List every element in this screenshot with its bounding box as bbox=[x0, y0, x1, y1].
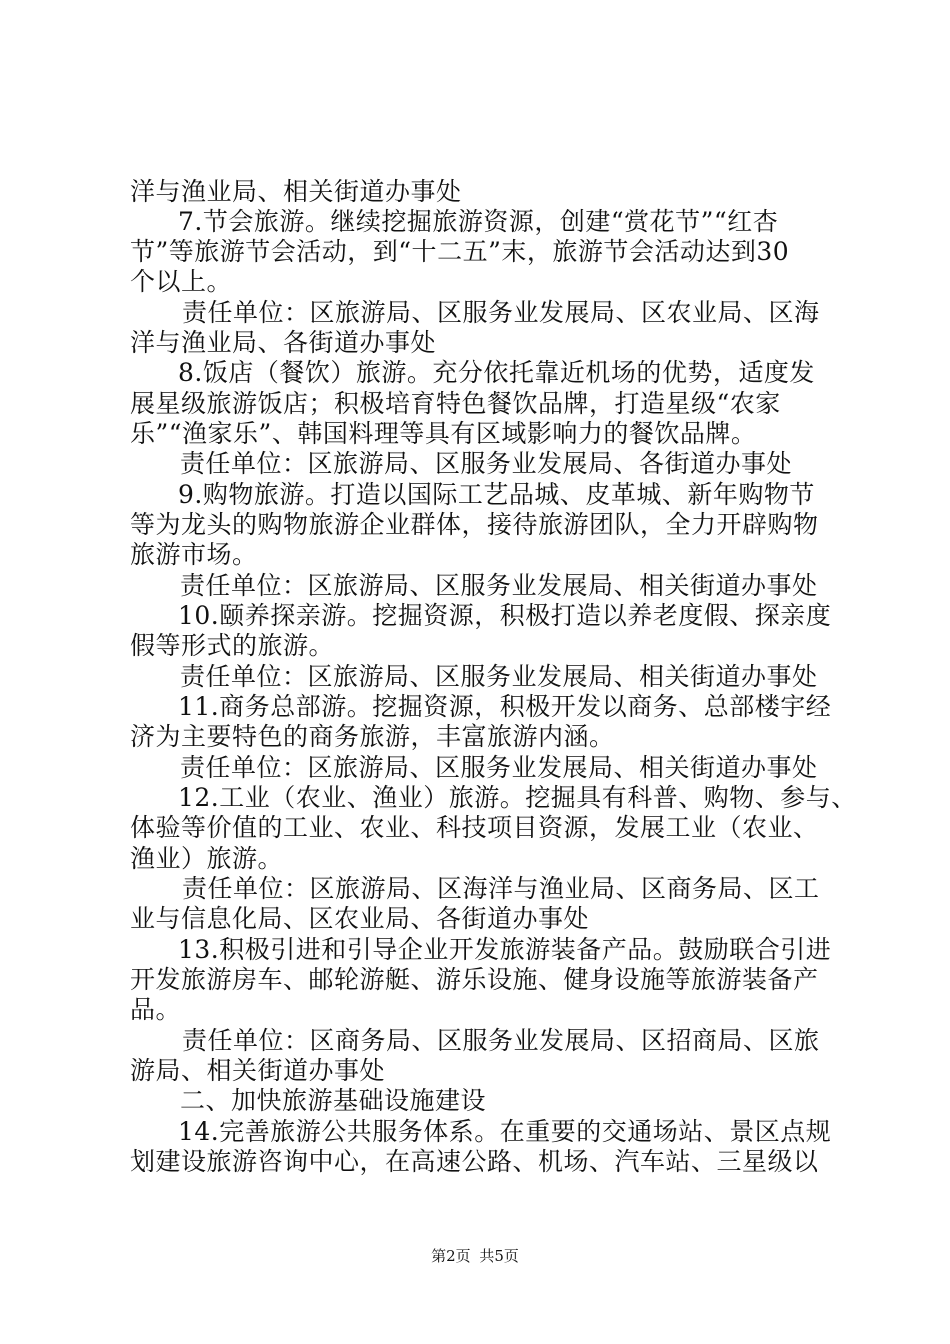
section-heading: 二、加快旅游基础设施建设 bbox=[180, 1086, 487, 1115]
text-line: 乐”“渔家乐”、韩国料理等具有区域影响力的餐饮品牌。 bbox=[130, 419, 757, 448]
text-line: 责任单位：区旅游局、区海洋与渔业局、区商务局、区工 bbox=[182, 874, 820, 903]
text-line: 责任单位：区旅游局、区服务业发展局、相关街道办事处 bbox=[180, 571, 818, 600]
text-line: 渔业）旅游。 bbox=[130, 844, 284, 873]
text-line: 节”等旅游节会活动，到“十二五”末，旅游节会活动达到30 bbox=[130, 237, 790, 266]
text-line: 12.工业（农业、渔业）旅游。挖掘具有科普、购物、参与、 bbox=[178, 783, 857, 812]
text-line: 责任单位：区旅游局、区服务业发展局、相关街道办事处 bbox=[180, 662, 818, 691]
text-line: 责任单位：区商务局、区服务业发展局、区招商局、区旅 bbox=[182, 1026, 820, 1055]
text-line: 游局、相关街道办事处 bbox=[130, 1056, 386, 1085]
text-line: 品。 bbox=[130, 995, 182, 1024]
text-line: 假等形式的旅游。 bbox=[130, 631, 335, 660]
text-line: 体验等价值的工业、农业、科技项目资源，发展工业（农业、 bbox=[130, 813, 819, 842]
text-line: 等为龙头的购物旅游企业群体，接待旅游团队，全力开辟购物 bbox=[130, 510, 819, 539]
text-line: 洋与渔业局、各街道办事处 bbox=[130, 328, 437, 357]
text-line: 展星级旅游饭店；积极培育特色餐饮品牌，打造星级“农家 bbox=[130, 389, 781, 418]
text-line: 开发旅游房车、邮轮游艇、游乐设施、健身设施等旅游装备产 bbox=[130, 965, 819, 994]
page-total: 共5页 bbox=[479, 1247, 519, 1265]
text-line: 济为主要特色的商务旅游，丰富旅游内涵。 bbox=[130, 722, 615, 751]
text-line: 14.完善旅游公共服务体系。在重要的交通场站、景区点规 bbox=[178, 1117, 832, 1146]
text-line: 责任单位：区旅游局、区服务业发展局、相关街道办事处 bbox=[180, 753, 818, 782]
page-footer bbox=[0, 1246, 950, 1266]
text-line: 业与信息化局、区农业局、各街道办事处 bbox=[130, 904, 590, 933]
page-number: 第2页 bbox=[431, 1247, 471, 1265]
text-line: 划建设旅游咨询中心，在高速公路、机场、汽车站、三星级以 bbox=[130, 1147, 819, 1176]
text-line: 8.饭店（餐饮）旅游。充分依托靠近机场的优势，适度发 bbox=[178, 358, 815, 387]
text-line: 11.商务总部游。挖掘资源，积极开发以商务、总部楼宇经 bbox=[178, 692, 832, 721]
text-line: 9.购物旅游。打造以国际工艺品城、皮革城、新年购物节 bbox=[178, 480, 815, 509]
text-line: 责任单位：区旅游局、区服务业发展局、各街道办事处 bbox=[180, 449, 793, 478]
text-line: 10.颐养探亲游。挖掘资源，积极打造以养老度假、探亲度 bbox=[178, 601, 832, 630]
text-line: 旅游市场。 bbox=[130, 540, 258, 569]
text-line: 个以上。 bbox=[130, 267, 233, 296]
text-line: 7.节会旅游。继续挖掘旅游资源，创建“赏花节”“红杏 bbox=[178, 207, 779, 236]
text-line: 洋与渔业局、相关街道办事处 bbox=[130, 177, 462, 206]
text-line: 13.积极引进和引导企业开发旅游装备产品。鼓励联合引进 bbox=[178, 935, 832, 964]
text-line: 责任单位：区旅游局、区服务业发展局、区农业局、区海 bbox=[182, 298, 820, 327]
